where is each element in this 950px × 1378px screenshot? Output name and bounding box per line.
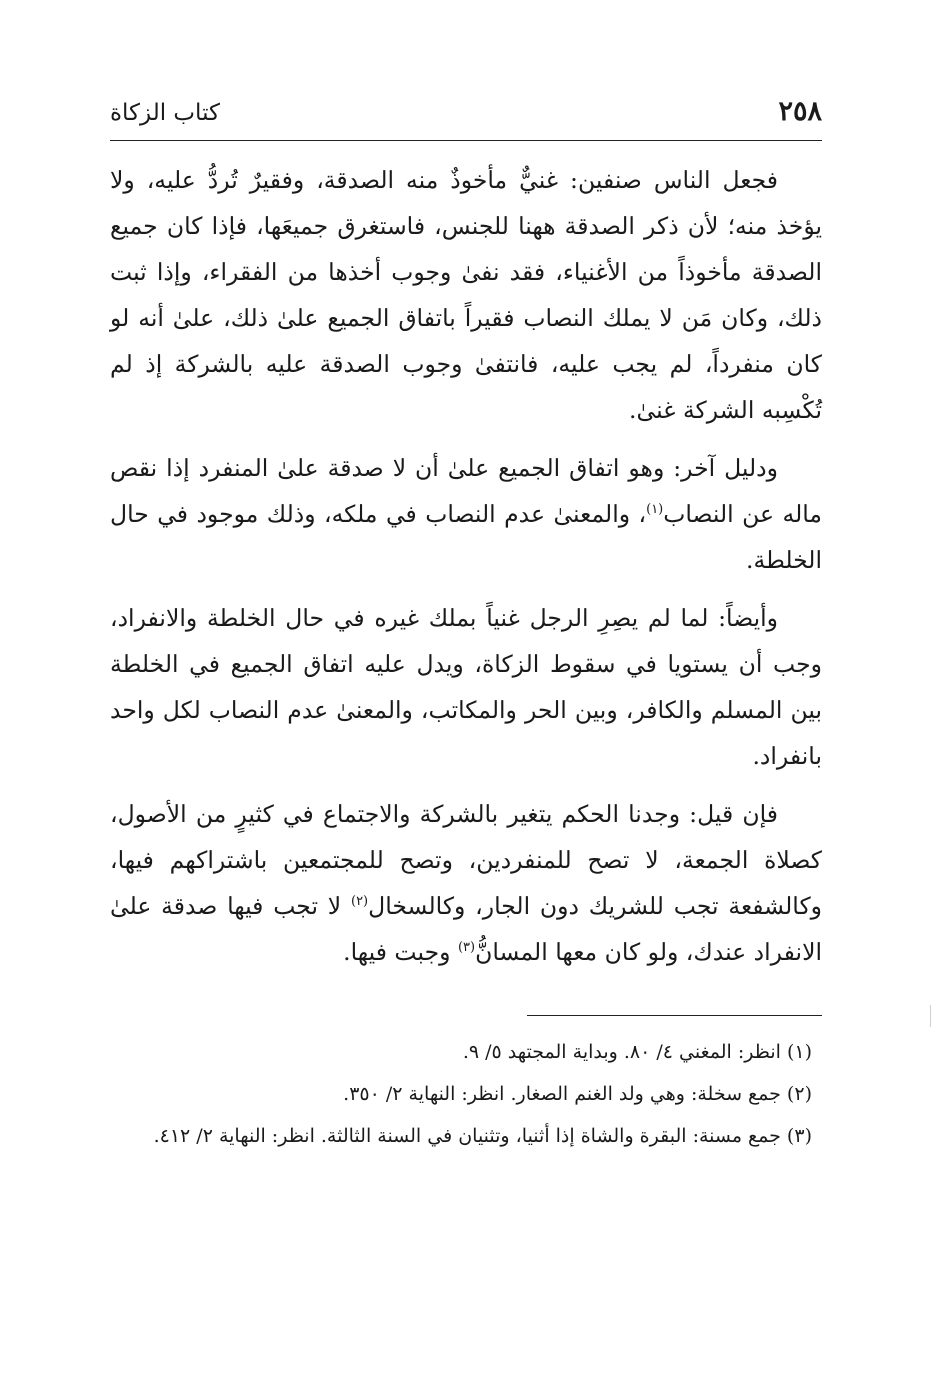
running-header bbox=[110, 96, 822, 141]
footnote-separator bbox=[527, 1015, 822, 1016]
footnotes bbox=[110, 1034, 822, 1154]
paragraph-text: وأيضاً: لما لم يصِرِ الرجل غنياً بملك غيره في حال الخلطة والانفراد، وجب أن يستويا في سقوط الزكاة، ويدل عليه اتفاق الجميع في الخلطة بين المسلم والكافر، وبين الحر والمكاتب، والمعنىٰ عدم النصاب لكل واحد بانفراد. bbox=[110, 604, 822, 770]
footnote-ref-3: (٣) bbox=[457, 940, 476, 956]
body-text bbox=[110, 157, 822, 975]
paragraph-1 bbox=[110, 157, 822, 433]
paragraph-3 bbox=[110, 595, 822, 779]
paragraph-2 bbox=[110, 445, 822, 583]
book-title: كتاب الزكاة bbox=[110, 100, 220, 126]
paragraph-text: فجعل الناس صنفين: غنيٌّ مأخوذٌ منه الصدقة، وفقيرٌ تُردُّ عليه، ولا يؤخذ منه؛ لأن ذكر الصدقة ههنا للجنس، فاستغرق جميعَها، فإذا كان جميع الصدقة مأخوذاً من الأغنياء، فقد نفىٰ وجوب أخذها من الفقراء، وإذا ثبت ذلك، وكان مَن لا يملك النصاب فقيراً باتفاق الجميع علىٰ ذلك، علىٰ أنه لو كان منفرداً، لم يجب عليه، فانتفىٰ وجوب الصدقة عليه بالشركة إذ لم تُكْسِبه الشركة غنىٰ. bbox=[110, 166, 822, 424]
paragraph-4 bbox=[110, 791, 822, 975]
scan-edge-mark bbox=[930, 1005, 931, 1027]
footnote-1: (١) انظر: المغني ٤/ ٨٠. وبداية المجتهد ٥/ ٩. bbox=[462, 1041, 812, 1063]
paragraph-text: ، والمعنىٰ عدم النصاب في ملكه، وذلك موجود في حال الخلطة. bbox=[110, 500, 822, 574]
paragraph-text: لا تجب فيها صدقة علىٰ الانفراد عندك، ولو كان معها المسانُّ bbox=[110, 892, 822, 966]
paragraph-text: فإن قيل: وجدنا الحكم يتغير بالشركة والاجتماع في كثيرٍ من الأصول، كصلاة الجمعة، لا تصح للمنفردين، وتصح للمجتمعين باشتراكهم فيها، وكالشفعة تجب للشريك دون الجار، وكالسخال bbox=[110, 800, 822, 920]
book-page bbox=[110, 96, 822, 1160]
paragraph-text: وجبت فيها. bbox=[343, 938, 458, 966]
footnote-ref-2: (٢) bbox=[350, 894, 369, 910]
paragraph-text: ودليل آخر: وهو اتفاق الجميع علىٰ أن لا صدقة علىٰ المنفرد إذا نقص ماله عن النصاب bbox=[110, 454, 822, 528]
footnote-ref-1: (١) bbox=[646, 502, 664, 518]
page-number: ٢٥٨ bbox=[778, 96, 822, 127]
footnote-2: (٢) جمع سخلة: وهي ولد الغنم الصغار. انظر: النهاية ٢/ ٣٥٠. bbox=[343, 1083, 812, 1105]
footnote-3: (٣) جمع مسنة: البقرة والشاة إذا أثنيا، وتثنيان في السنة الثالثة. انظر: النهاية ٢/ ٤١٢. bbox=[153, 1125, 812, 1147]
